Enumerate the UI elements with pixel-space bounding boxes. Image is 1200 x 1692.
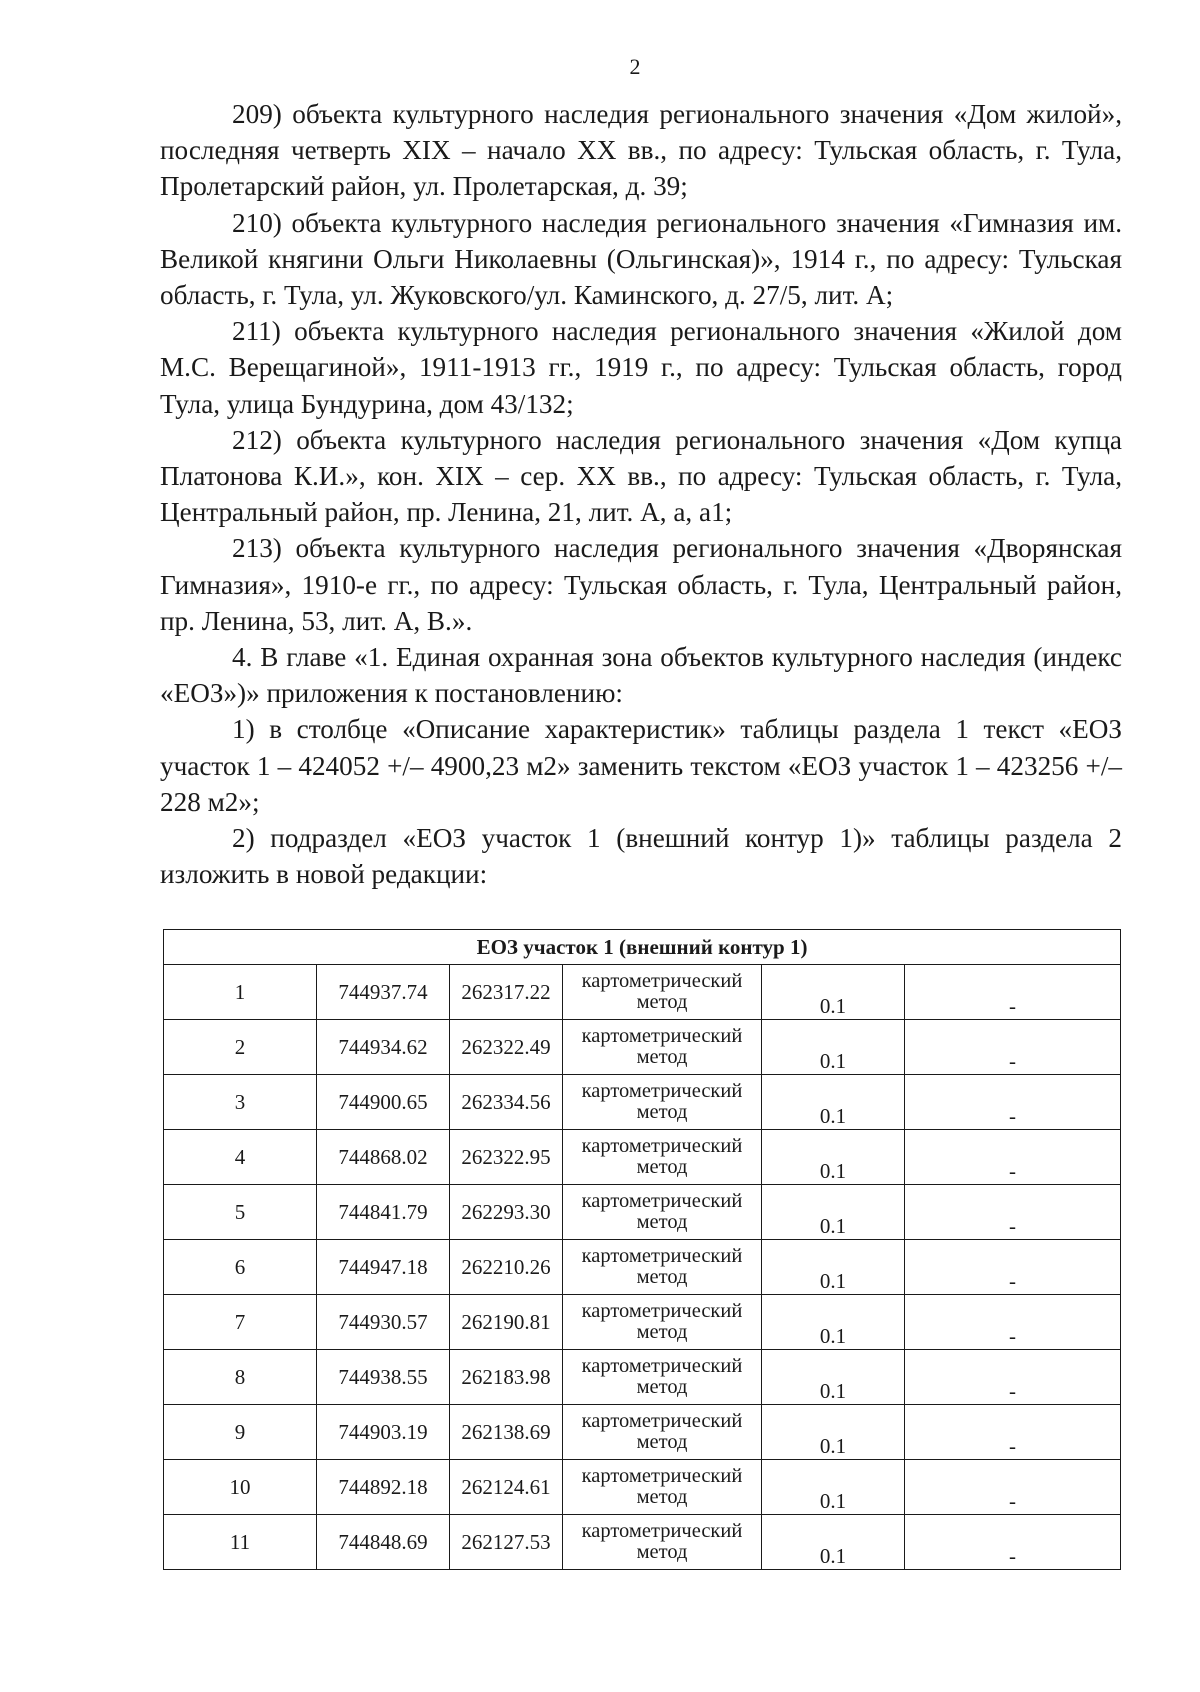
point-number-cell: 1	[164, 965, 317, 1020]
note-cell: -	[905, 1020, 1121, 1075]
table-row	[164, 1515, 1121, 1570]
accuracy-cell: 0.1	[762, 1075, 905, 1130]
method-cell: картометрический метод	[563, 1020, 762, 1075]
accuracy-cell: 0.1	[762, 1185, 905, 1240]
point-number-cell: 8	[164, 1350, 317, 1405]
x-coordinate-cell: 744841.79	[317, 1185, 450, 1240]
x-coordinate-cell: 744938.55	[317, 1350, 450, 1405]
x-coordinate-cell: 744937.74	[317, 965, 450, 1020]
accuracy-cell: 0.1	[762, 965, 905, 1020]
paragraph-210: 210) объекта культурного наследия регионального значения «Гимназия им. Великой княгини Ольги Николаевны (Ольгинская)», 1914 г., по адресу: Тульская область, г. Тула, ул. Жуковского/ул. Каминского, д. 27/5, лит. А;	[160, 207, 1122, 311]
accuracy-cell: 0.1	[762, 1515, 905, 1570]
method-cell: картометрический метод	[563, 1240, 762, 1295]
table-row	[164, 1295, 1121, 1350]
table-row	[164, 1075, 1121, 1130]
note-cell: -	[905, 965, 1121, 1020]
y-coordinate-cell: 262127.53	[450, 1515, 563, 1570]
note-cell: -	[905, 1130, 1121, 1185]
x-coordinate-cell: 744868.02	[317, 1130, 450, 1185]
accuracy-cell: 0.1	[762, 1130, 905, 1185]
x-coordinate-cell: 744947.18	[317, 1240, 450, 1295]
point-number-cell: 6	[164, 1240, 317, 1295]
note-cell: -	[905, 1460, 1121, 1515]
method-cell: картометрический метод	[563, 1130, 762, 1185]
note-cell: -	[905, 1515, 1121, 1570]
y-coordinate-cell: 262334.56	[450, 1075, 563, 1130]
y-coordinate-cell: 262322.49	[450, 1020, 563, 1075]
y-coordinate-cell: 262138.69	[450, 1405, 563, 1460]
accuracy-cell: 0.1	[762, 1020, 905, 1075]
y-coordinate-cell: 262124.61	[450, 1460, 563, 1515]
y-coordinate-cell: 262317.22	[450, 965, 563, 1020]
x-coordinate-cell: 744892.18	[317, 1460, 450, 1515]
x-coordinate-cell: 744848.69	[317, 1515, 450, 1570]
method-cell: картометрический метод	[563, 1460, 762, 1515]
note-cell: -	[905, 1405, 1121, 1460]
accuracy-cell: 0.1	[762, 1460, 905, 1515]
paragraph-subitem-2: 2) подраздел «ЕОЗ участок 1 (внешний контур 1)» таблицы раздела 2 изложить в новой редакции:	[160, 823, 1122, 890]
note-cell: -	[905, 1350, 1121, 1405]
paragraph-213: 213) объекта культурного наследия регионального значения «Дворянская Гимназия», 1910-е гг., по адресу: Тульская область, г. Тула, Центральный район, пр. Ленина, 53, лит. А, В.».	[160, 533, 1122, 636]
body-text	[160, 96, 1122, 892]
point-number-cell: 5	[164, 1185, 317, 1240]
note-cell: -	[905, 1240, 1121, 1295]
note-cell: -	[905, 1075, 1121, 1130]
table-title-row	[164, 930, 1121, 965]
accuracy-cell: 0.1	[762, 1350, 905, 1405]
accuracy-cell: 0.1	[762, 1295, 905, 1350]
page-number: 2	[629, 54, 641, 79]
y-coordinate-cell: 262183.98	[450, 1350, 563, 1405]
x-coordinate-cell: 744934.62	[317, 1020, 450, 1075]
table-row	[164, 1350, 1121, 1405]
note-cell: -	[905, 1295, 1121, 1350]
paragraph-209: 209) объекта культурного наследия регионального значения «Дом жилой», последняя четверть XIX – начало XX вв., по адресу: Тульская область, г. Тула, Пролетарский район, ул. Пролетарская, д. 39;	[160, 99, 1122, 202]
accuracy-cell: 0.1	[762, 1240, 905, 1295]
table-row	[164, 1240, 1121, 1295]
table-row	[164, 1185, 1121, 1240]
y-coordinate-cell: 262322.95	[450, 1130, 563, 1185]
x-coordinate-cell: 744930.57	[317, 1295, 450, 1350]
paragraph-subitem-1: 1) в столбце «Описание характеристик» таблицы раздела 1 текст «ЕОЗ участок 1 – 424052 +/– 4900,23 м2» заменить текстом «ЕОЗ участок 1 – 423256 +/– 228 м2»;	[160, 714, 1122, 817]
paragraph-212: 212) объекта культурного наследия регионального значения «Дом купца Платонова К.И.», кон. XIX – сер. XX вв., по адресу: Тульская область, г. Тула, Центральный район, пр. Ленина, 21, лит. А, а, а1;	[160, 424, 1122, 528]
method-cell: картометрический метод	[563, 1295, 762, 1350]
accuracy-cell: 0.1	[762, 1405, 905, 1460]
y-coordinate-cell: 262210.26	[450, 1240, 563, 1295]
point-number-cell: 7	[164, 1295, 317, 1350]
table-row	[164, 1130, 1121, 1185]
point-number-cell: 11	[164, 1515, 317, 1570]
method-cell: картометрический метод	[563, 1515, 762, 1570]
paragraph-211: 211) объекта культурного наследия регионального значения «Жилой дом М.С. Верещагиной», 1911-1913 гг., 1919 г., по адресу: Тульская область, город Тула, улица Бундурина, дом 43/132;	[160, 316, 1122, 419]
note-cell: -	[905, 1185, 1121, 1240]
coordinates-table	[163, 929, 1121, 1570]
method-cell: картометрический метод	[563, 1185, 762, 1240]
table-row	[164, 1020, 1121, 1075]
table-row	[164, 965, 1121, 1020]
paragraph-item-4: 4. В главе «1. Единая охранная зона объектов культурного наследия (индекс «ЕОЗ»)» приложения к постановлению:	[160, 642, 1122, 709]
method-cell: картометрический метод	[563, 1405, 762, 1460]
point-number-cell: 2	[164, 1020, 317, 1075]
point-number-cell: 3	[164, 1075, 317, 1130]
point-number-cell: 4	[164, 1130, 317, 1185]
table-row	[164, 1460, 1121, 1515]
x-coordinate-cell: 744903.19	[317, 1405, 450, 1460]
point-number-cell: 9	[164, 1405, 317, 1460]
method-cell: картометрический метод	[563, 965, 762, 1020]
y-coordinate-cell: 262190.81	[450, 1295, 563, 1350]
table-title: ЕОЗ участок 1 (внешний контур 1)	[164, 930, 1121, 965]
table-row	[164, 1405, 1121, 1460]
point-number-cell: 10	[164, 1460, 317, 1515]
method-cell: картометрический метод	[563, 1350, 762, 1405]
method-cell: картометрический метод	[563, 1075, 762, 1130]
x-coordinate-cell: 744900.65	[317, 1075, 450, 1130]
y-coordinate-cell: 262293.30	[450, 1185, 563, 1240]
